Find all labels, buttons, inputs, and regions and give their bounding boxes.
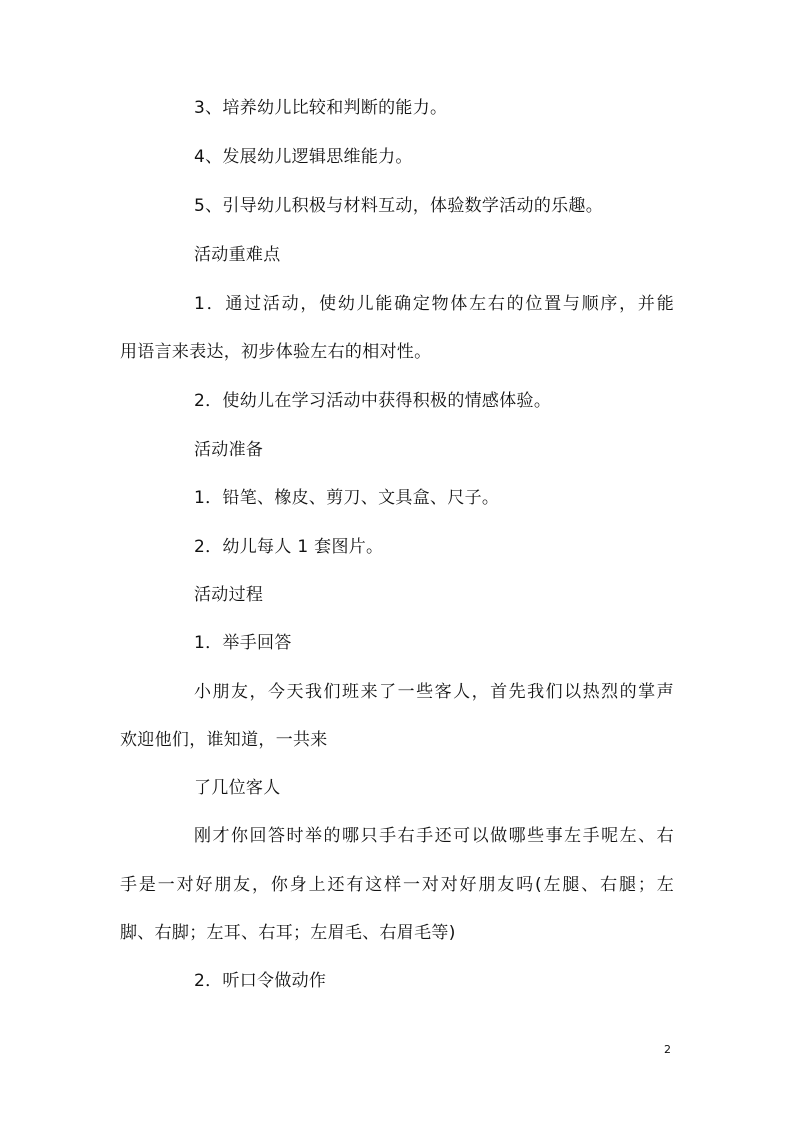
objective-5: 5、引导幼儿积极与材料互动，体验数学活动的乐趣。 xyxy=(194,196,604,216)
section-heading-process: 活动过程 xyxy=(194,585,264,605)
process-step-1-title: 1．举手回答 xyxy=(194,633,292,653)
section-heading-preparation: 活动准备 xyxy=(194,440,264,460)
process-step-2-title: 2．听口令做动作 xyxy=(194,971,327,991)
page-number: 2 xyxy=(664,1043,671,1056)
process-step-1-text-line-3: 了几位客人 xyxy=(194,778,281,798)
key-point-2: 2．使幼儿在学习活动中获得积极的情感体验。 xyxy=(194,391,552,411)
process-step-1-question-line-2: 手是一对好朋友，你身上还有这样一对对好朋友吗(左腿、右腿；左 xyxy=(120,875,674,895)
key-point-1-line-2: 用语言来表达，初步体验左右的相对性。 xyxy=(120,342,432,362)
preparation-1: 1．铅笔、橡皮、剪刀、文具盒、尺子。 xyxy=(194,488,500,508)
key-point-1-line-1: 1．通过活动，使幼儿能确定物体左右的位置与顺序，并能 xyxy=(194,294,674,314)
process-step-1-text-line-2: 欢迎他们，谁知道，一共来 xyxy=(120,730,328,750)
process-step-1-text-line-1: 小朋友，今天我们班来了一些客人，首先我们以热烈的掌声 xyxy=(194,682,674,702)
objective-3: 3、培养幼儿比较和判断的能力。 xyxy=(194,98,448,118)
section-heading-key-points: 活动重难点 xyxy=(194,245,281,265)
preparation-2: 2．幼儿每人 1 套图片。 xyxy=(194,537,384,557)
objective-4: 4、发展幼儿逻辑思维能力。 xyxy=(194,147,413,167)
process-step-1-question-line-1: 刚才你回答时举的哪只手右手还可以做哪些事左手呢左、右 xyxy=(194,826,674,846)
process-step-1-question-line-3: 脚、右脚；左耳、右耳；左眉毛、右眉毛等) xyxy=(120,923,456,943)
